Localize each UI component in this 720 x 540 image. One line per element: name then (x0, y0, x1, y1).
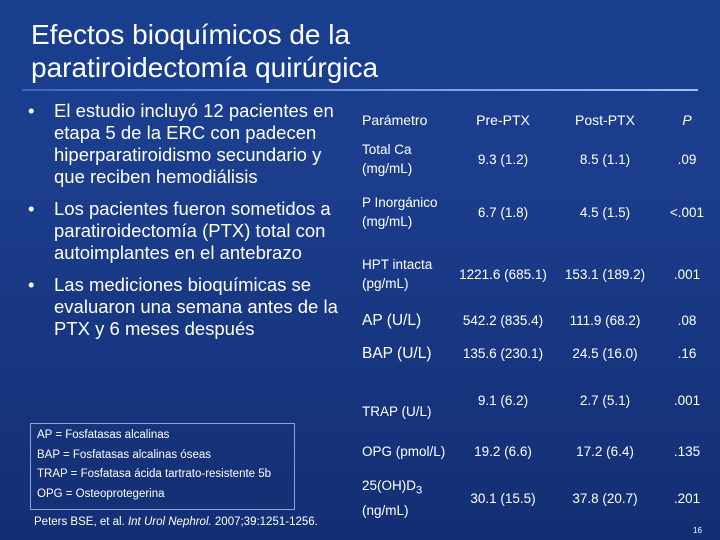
cell-pre: 6.7 (1.8) (477, 204, 529, 220)
cell-post: 37.8 (20.7) (572, 490, 638, 506)
cell-p: .16 (677, 345, 697, 361)
cell-post: 17.2 (6.4) (576, 443, 634, 459)
title-line-2: paratiroidectomía quirúrgica (31, 52, 379, 83)
table-row (362, 335, 714, 371)
cell-param: HPT intacta (pg/mL) (362, 257, 433, 291)
cell-pre: 19.2 (6.6) (474, 443, 532, 459)
bullet-text: Los pacientes fueron sometidos a paratiroidectomía (PTX) total con autoimplantes en el antebrazo (54, 198, 331, 263)
slide-number: 16 (693, 526, 702, 535)
cell-p: .001 (673, 266, 701, 282)
reference-citation (34, 516, 318, 528)
reference-details: 2007;39:1251-1256. (211, 516, 318, 528)
cell-p: .201 (673, 490, 701, 506)
bullet-text: Las mediciones bioquímicas se evaluaron una semana antes de la PTX y 6 meses después (54, 274, 338, 339)
table-row (362, 429, 714, 473)
table-row (362, 371, 714, 429)
cell-p: .09 (677, 151, 697, 167)
param-unit: (ng/mL) (362, 502, 409, 518)
cell-param: P Inorgánico (mg/mL) (362, 195, 438, 229)
title-line-1: Efectos bioquímicos de la (31, 19, 351, 50)
table-header-row (362, 103, 714, 137)
param-25ohd: 25(OH)D (362, 478, 417, 494)
cell-post: 153.1 (189.2) (564, 266, 646, 282)
cell-pre: 1221.6 (685.1) (459, 266, 547, 282)
cell-post: 24.5 (16.0) (572, 345, 638, 361)
bullet-item (22, 100, 352, 188)
bullet-icon: • (28, 198, 35, 219)
header-post-ptx: Post-PTX (575, 112, 635, 128)
abbreviations-box (30, 423, 295, 510)
abbreviation-bap: BAP = Fosfatasas alcalinas óseas (37, 448, 211, 461)
cell-p: <.001 (669, 204, 705, 220)
header-p (660, 103, 714, 137)
cell-pre: 135.6 (230.1) (462, 345, 544, 361)
bullet-item (22, 274, 352, 340)
cell-param: Total Ca (mg/mL) (362, 142, 413, 176)
biochemical-results-table (362, 103, 714, 523)
table-row (362, 137, 714, 181)
reference-journal: Int Urol Nephrol. (127, 516, 212, 528)
cell-pre: 9.1 (6.2) (477, 392, 529, 408)
bullet-list (22, 100, 352, 350)
cell-post: 2.7 (5.1) (579, 392, 631, 408)
abbreviation-opg: OPG = Osteoprotegerina (37, 487, 165, 500)
table-row (362, 305, 714, 335)
header-pre-ptx: Pre-PTX (476, 112, 530, 128)
cell-pre: 9.3 (1.2) (477, 151, 529, 167)
cell-post: 8.5 (1.1) (579, 151, 631, 167)
cell-param: OPG (pmol/L) (362, 443, 446, 459)
bullet-icon: • (28, 274, 35, 295)
reference-authors: Peters BSE, et al. (34, 516, 128, 528)
param-subscript: 3 (416, 484, 423, 497)
title-divider (22, 89, 698, 91)
cell-param: BAP (U/L) (362, 344, 432, 362)
table-row (362, 243, 714, 305)
table-row (362, 181, 714, 243)
bullet-text: El estudio incluyó 12 pacientes en etapa 5 de la ERC con padecen hiperparatiroidismo secundario y que reciben hemodiálisis (54, 100, 334, 187)
cell-p: .001 (673, 392, 701, 408)
header-p-label: P (682, 112, 692, 128)
cell-pre: 30.1 (15.5) (470, 490, 536, 506)
cell-param: AP (U/L) (362, 311, 422, 329)
cell-p: .135 (673, 443, 701, 459)
cell-post: 4.5 (1.5) (579, 204, 631, 220)
cell-post: 111.9 (68.2) (569, 312, 641, 328)
cell-param (362, 473, 456, 523)
slide-title (31, 18, 631, 84)
table-row (362, 473, 714, 523)
header-parametro: Parámetro (362, 112, 428, 128)
abbreviation-trap: TRAP = Fosfatasa ácida tartrato-resistente 5b (37, 468, 272, 480)
cell-pre: 542.2 (835.4) (462, 312, 544, 328)
abbreviation-ap: AP = Fosfatasas alcalinas (37, 429, 170, 441)
cell-param: TRAP (U/L) (362, 403, 432, 419)
bullet-item (22, 198, 352, 264)
bullet-icon: • (28, 100, 35, 121)
cell-p: .08 (677, 312, 697, 328)
